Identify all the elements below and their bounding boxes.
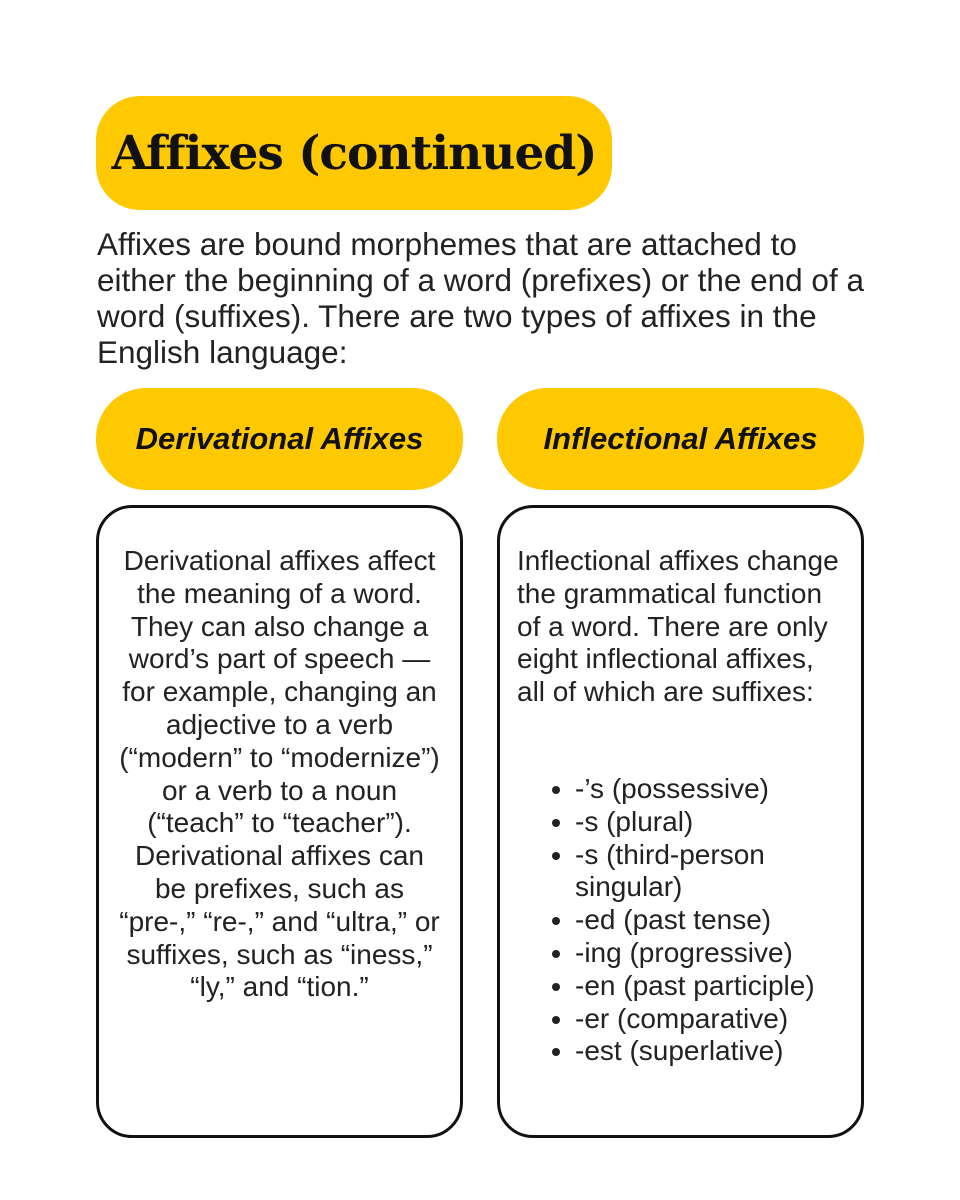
title-banner [96,96,612,210]
list-item: • -er (comparative) [575,1003,847,1036]
list-item: • -s (plural) [575,806,847,839]
page-title: Affixes (continued) [111,125,597,181]
derivational-body: Derivational affixes affect the meaning of a word. They can also change a word’s part of speech — for example, changing an adjective to a verb (“modern” to “modernize”) or a verb to a noun (“teach” to “teacher”). Derivational affixes can be prefixes, such as “pre-,” “re-,” and “ultra,” or suffixes, such as “iness,” “ly,” and “tion.” [119,545,440,1003]
inflectional-suffix-list [517,773,847,1068]
intro-paragraph: Affixes are bound morphemes that are attached to either the beginning of a word (prefixes) or the end of a word (suffixes). There are two types of affixes in the English language: [97,226,864,370]
inflectional-heading: Inflectional Affixes [543,421,818,456]
inflectional-heading-banner [497,388,864,490]
list-item: • -en (past participle) [575,970,847,1003]
derivational-card [96,505,463,1138]
list-item: • -’s (possessive) [575,773,847,806]
inflectional-body: Inflectional affixes change the grammatical function of a word. There are only eight inflectional affixes, all of which are suffixes: [517,545,839,708]
derivational-heading-banner [96,388,463,490]
list-item: • -ing (progressive) [575,937,847,970]
inflectional-card [497,505,864,1138]
list-item: • -s (third-person singular) [575,839,847,905]
list-item: • -ed (past tense) [575,904,847,937]
list-item: • -est (superlative) [575,1035,847,1068]
derivational-heading: Derivational Affixes [135,421,424,456]
